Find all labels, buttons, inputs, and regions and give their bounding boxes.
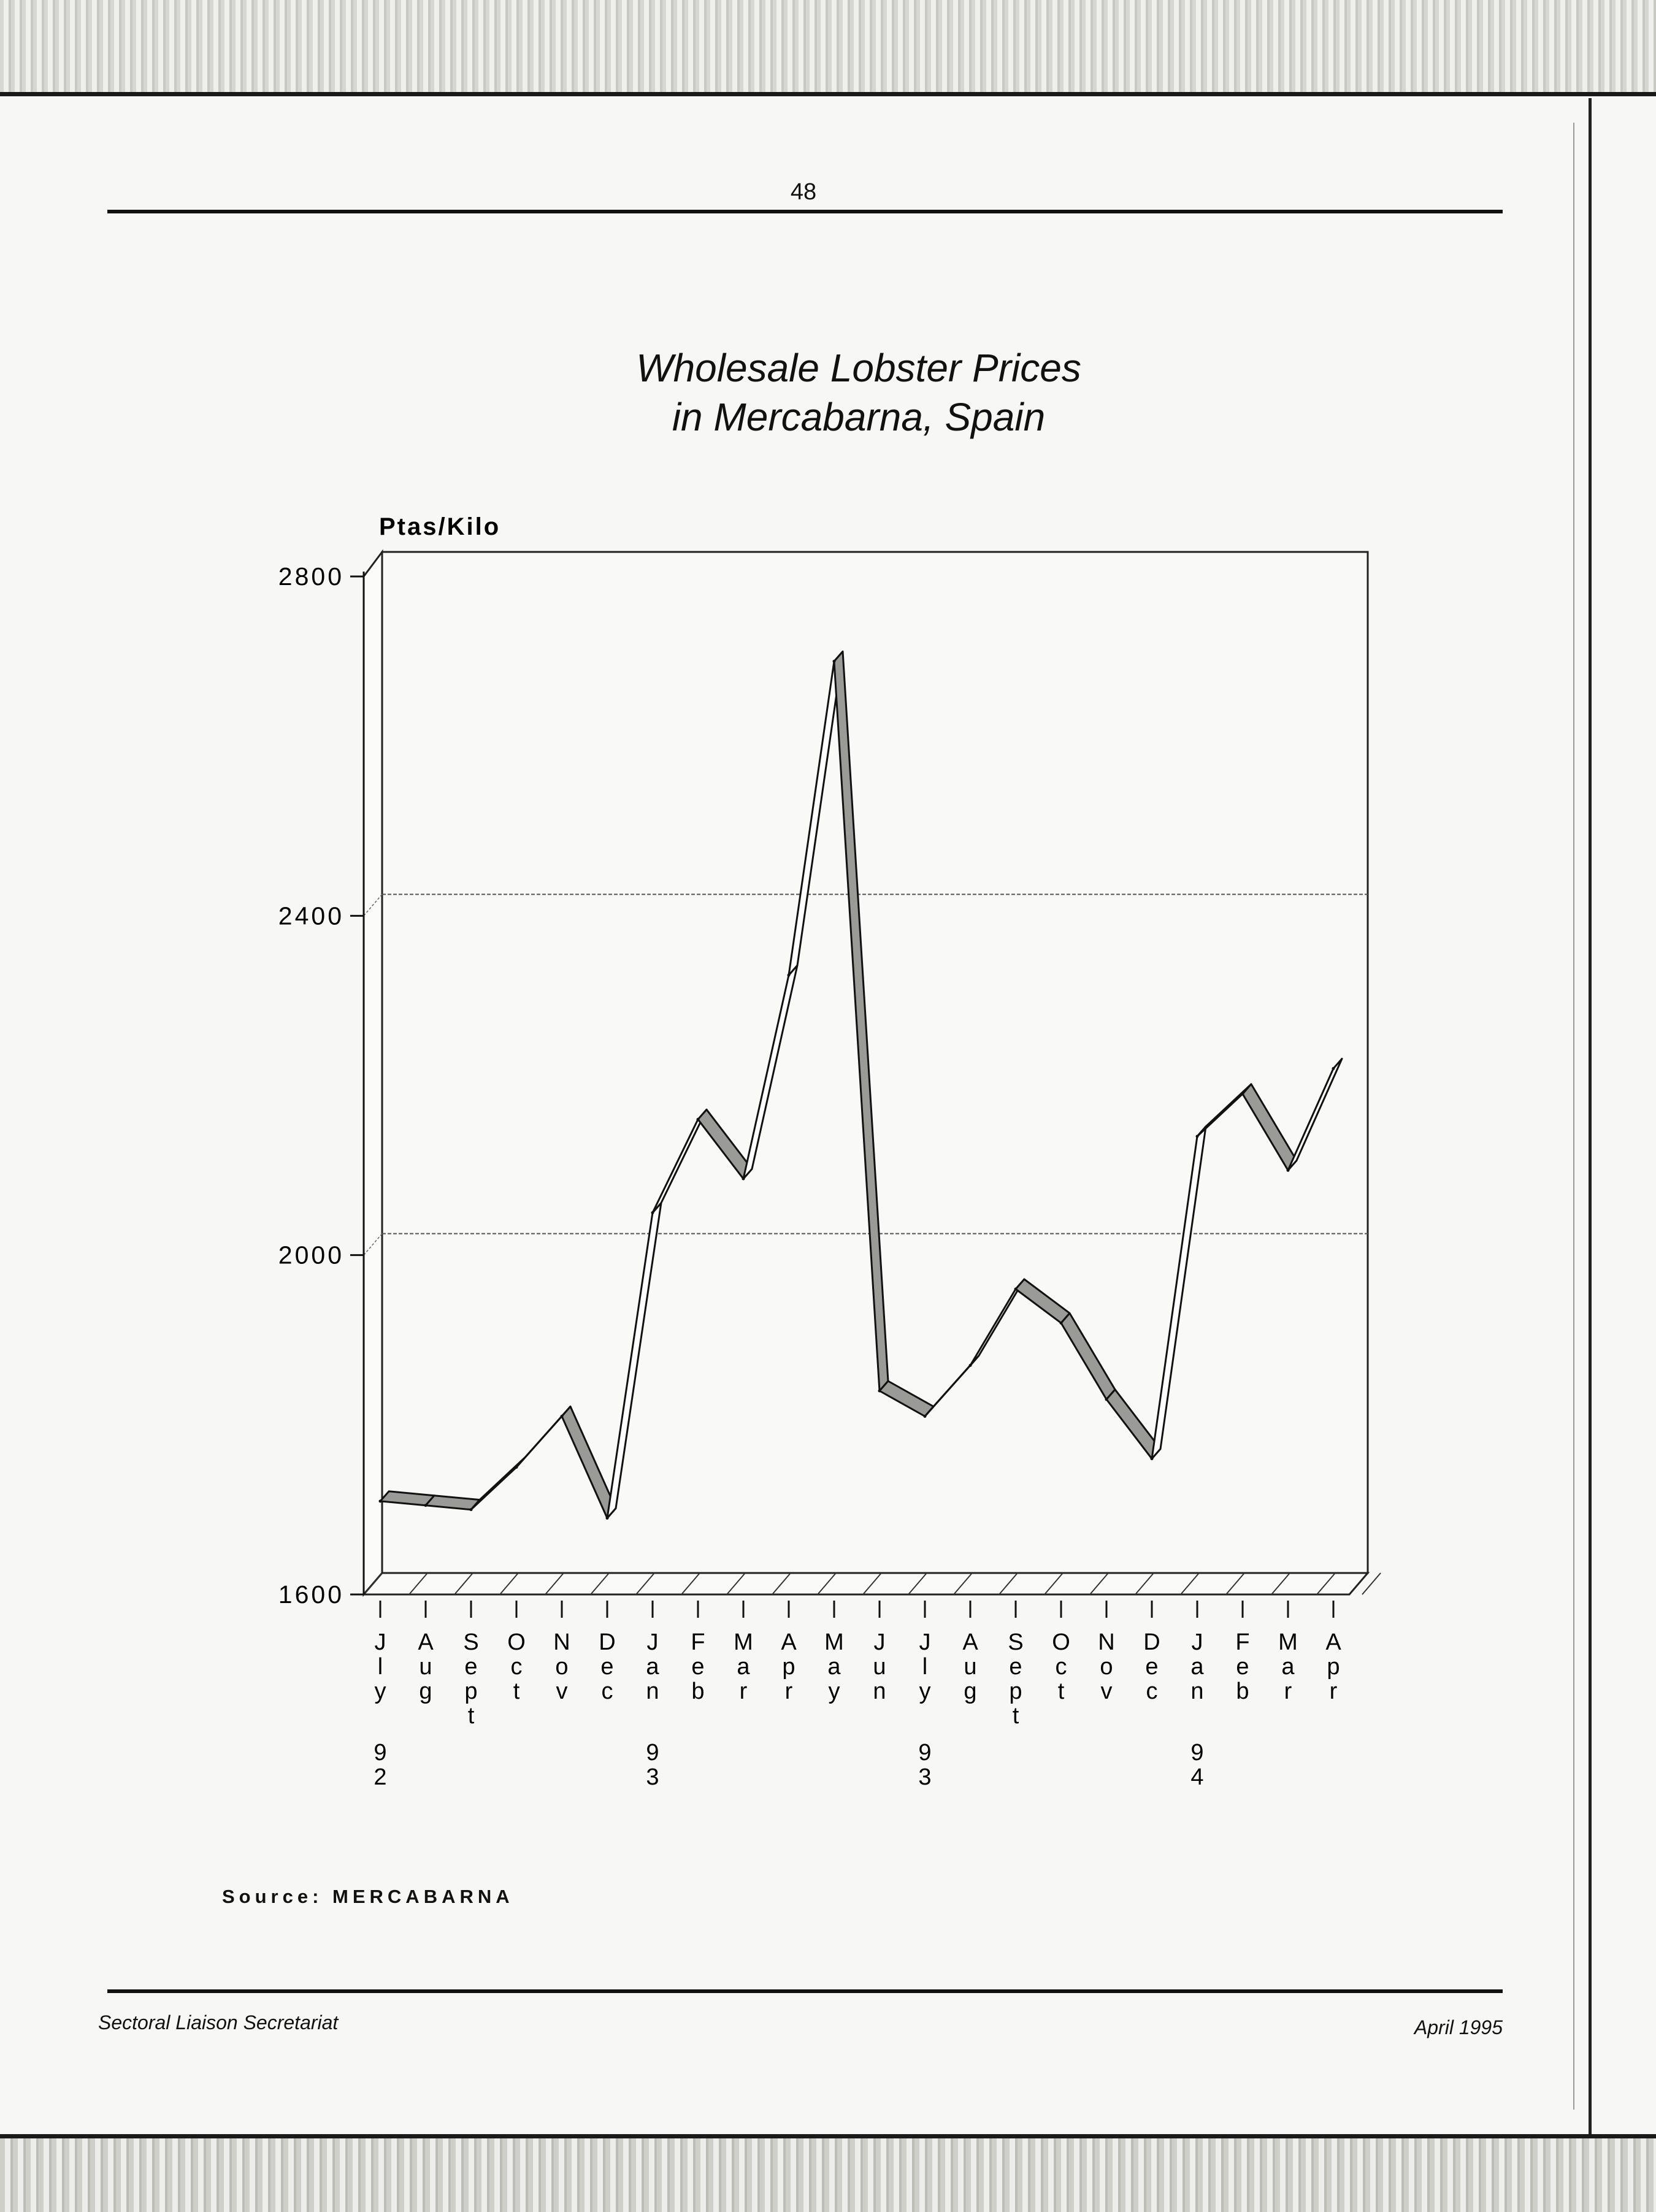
x-tick-label: F e b: [691, 1629, 705, 1704]
data-point: [1014, 1288, 1018, 1291]
data-point: [470, 1508, 473, 1511]
x-tick-label: F e b: [1235, 1629, 1250, 1704]
x-tick-label: N o v: [553, 1629, 570, 1704]
chart-title-line1: Wholesale Lobster Prices: [636, 346, 1081, 390]
y-axis: [278, 562, 364, 1609]
y-tick-label: 1600: [278, 1580, 344, 1609]
y-tick-label: 2400: [278, 901, 344, 930]
x-tick-label: J a n: [1190, 1629, 1204, 1704]
y-tick-label: 2000: [278, 1241, 344, 1269]
x-tick-label: M a r: [1278, 1629, 1298, 1704]
plot-frame: [364, 552, 1381, 1594]
data-point: [651, 1211, 654, 1214]
x-tick-label: M a r: [734, 1629, 753, 1704]
data-point: [1105, 1398, 1108, 1401]
data-point: [1196, 1135, 1199, 1138]
data-point: [742, 1177, 745, 1181]
data-point: [1332, 1067, 1335, 1070]
data-point: [878, 1390, 881, 1393]
scan-edge-bottom: [0, 2134, 1656, 2212]
x-tick-label: D e c: [1143, 1629, 1160, 1704]
y-axis-label: Ptas/Kilo: [379, 513, 501, 540]
data-point: [1151, 1457, 1154, 1460]
data-point: [515, 1466, 518, 1469]
y-tick-label: 2800: [278, 562, 344, 591]
data-point: [924, 1415, 927, 1418]
data-point: [788, 974, 791, 977]
source-note: Source: MERCABARNA: [222, 1886, 514, 1907]
data-point: [697, 1118, 700, 1121]
x-tick-label: S e p t: [463, 1629, 479, 1729]
x-tick-label: J u n: [873, 1629, 886, 1704]
x-tick-label: A u g: [418, 1629, 434, 1704]
x-tick-label: J l y: [919, 1629, 931, 1704]
data-point: [1241, 1092, 1244, 1095]
x-tick-label: A p r: [1325, 1629, 1341, 1704]
x-tick-label: S e p t: [1008, 1629, 1024, 1729]
x-year-label: 9 3: [918, 1740, 932, 1790]
chart-title-line2: in Mercabarna, Spain: [672, 395, 1046, 439]
x-tick-label: A u g: [962, 1629, 978, 1704]
data-point: [424, 1504, 427, 1507]
x-tick-label: A p r: [781, 1629, 797, 1704]
x-year-label: 9 2: [374, 1740, 387, 1790]
data-point: [969, 1364, 972, 1367]
data-point: [1287, 1169, 1290, 1172]
footer-date: April 1995: [1414, 2016, 1503, 2038]
x-year-label: 9 3: [646, 1740, 659, 1790]
footer-rule: [107, 1989, 1503, 1993]
x-tick-label: N o v: [1098, 1629, 1115, 1704]
footer-organization: Sectoral Liaison Secretariat: [98, 2011, 339, 2034]
data-point: [379, 1499, 382, 1502]
plot-left-wall: [364, 552, 382, 1594]
x-tick-label: D e c: [599, 1629, 616, 1704]
data-point: [1060, 1322, 1063, 1325]
x-tick-label: O c t: [1052, 1629, 1070, 1704]
data-point: [833, 660, 836, 663]
plot-back-panel: [382, 552, 1368, 1573]
data-point: [606, 1517, 609, 1520]
x-tick-label: J l y: [374, 1629, 386, 1704]
x-year-label: 9 4: [1190, 1740, 1204, 1790]
page-number: 48: [790, 179, 817, 205]
x-tick-label: J a n: [646, 1629, 659, 1704]
x-tick-label: M a y: [824, 1629, 844, 1704]
x-tick-label: O c t: [507, 1629, 526, 1704]
data-point: [561, 1415, 564, 1418]
x-axis: [374, 1601, 1341, 1790]
